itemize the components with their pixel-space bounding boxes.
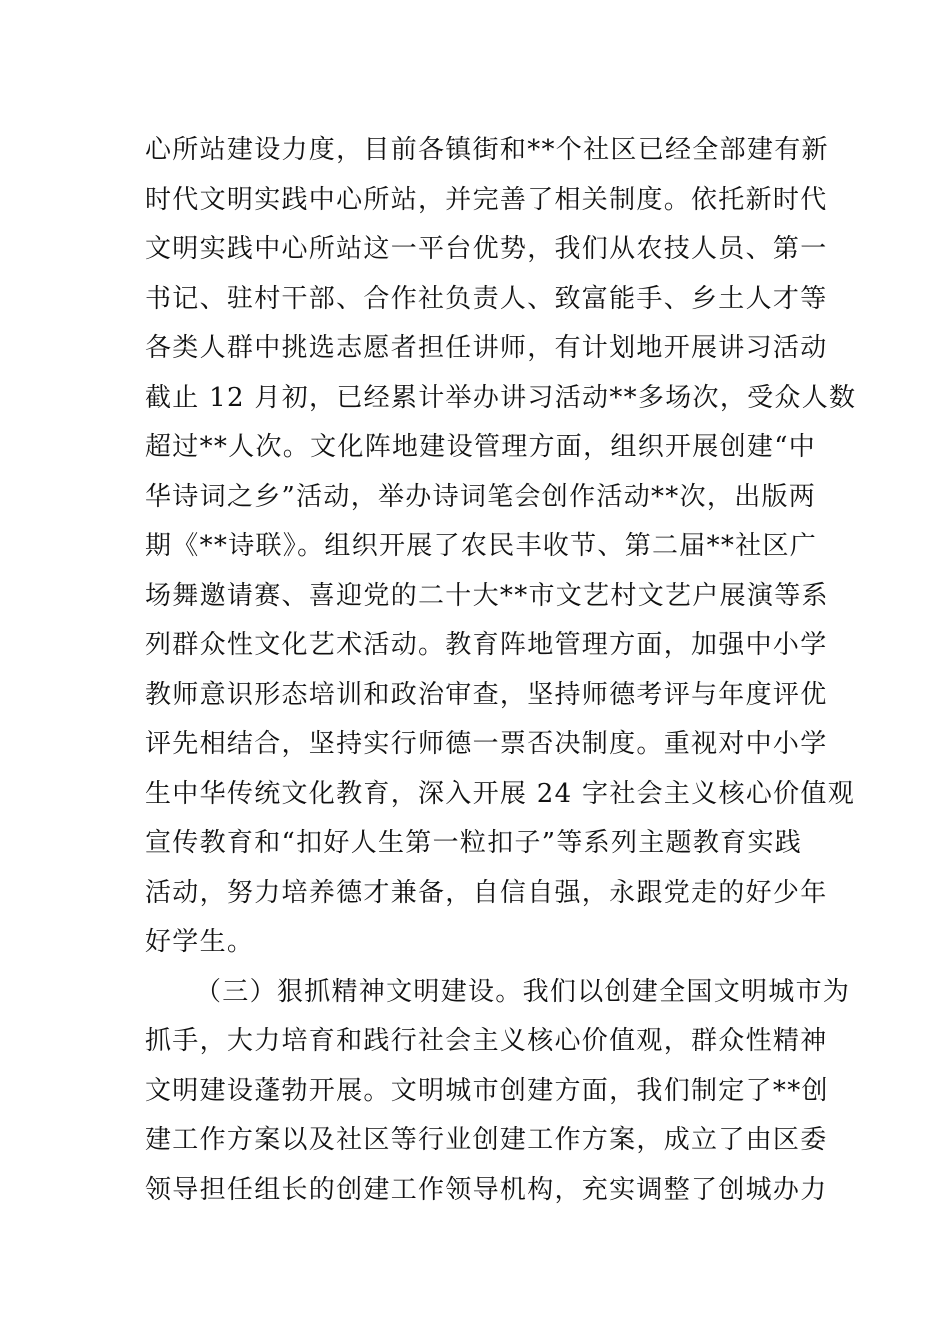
text-line: 华诗词之乡”活动，举办诗词笔会创作活动**次，出版两 [145,481,817,512]
text-line: 书记、驻村干部、合作社负责人、致富能手、乡土人才等 [145,283,828,314]
text-line: 心所站建设力度，目前各镇街和**个社区已经全部建有新 [145,135,829,165]
text-line: 各类人群中挑选志愿者担任讲师，有计划地开展讲习活动 [145,333,828,363]
text-line: 文明建设蓬勃开展。文明城市创建方面，我们制定了**创 [145,1075,829,1106]
text-line: 文明实践中心所站这一平台优势，我们从农技人员、第一 [145,234,828,264]
text-line: 超过**人次。文化阵地建设管理方面，组织开展创建“中 [145,432,817,462]
text-line: 场舞邀请赛、喜迎党的二十大**市文艺村文艺户展演等系 [145,580,829,611]
text-line: 好学生。 [145,927,255,957]
text-line: 领导担任组长的创建工作领导机构，充实调整了创城办力 [145,1174,828,1205]
text-line: 抓手，大力培育和践行社会主义核心价值观，群众性精神 [145,1026,828,1056]
text-line: 截止 12 月初，已经累计举办讲习活动**多场次，受众人数 [145,382,857,413]
text-line: 评先相结合，坚持实行师德一票否决制度。重视对中小学 [145,729,828,759]
text-line: 宣传教育和“扣好人生第一粒扣子”等系列主题教育实践 [145,828,803,858]
text-line: 教师意识形态培训和政治审查，坚持师德考评与年度评优 [145,679,828,710]
body-text [145,126,857,1215]
text-line: 列群众性文化艺术活动。教育阵地管理方面，加强中小学 [145,630,828,660]
text-line: 活动，努力培养德才兼备，自信自强，永跟党走的好少年 [145,877,828,908]
paragraph-start-line: （三）狠抓精神文明建设。我们以创建全国文明城市为 [195,976,851,1007]
text-line: 期《**诗联》。组织开展了农民丰收节、第二届**社区广 [145,531,818,561]
text-line: 时代文明实践中心所站，并完善了相关制度。依托新时代 [145,184,828,215]
text-line: 建工作方案以及社区等行业创建工作方案，成立了由区委 [145,1125,828,1155]
text-line: 生中华传统文化教育，深入开展 24 字社会主义核心价值观 [145,778,856,809]
